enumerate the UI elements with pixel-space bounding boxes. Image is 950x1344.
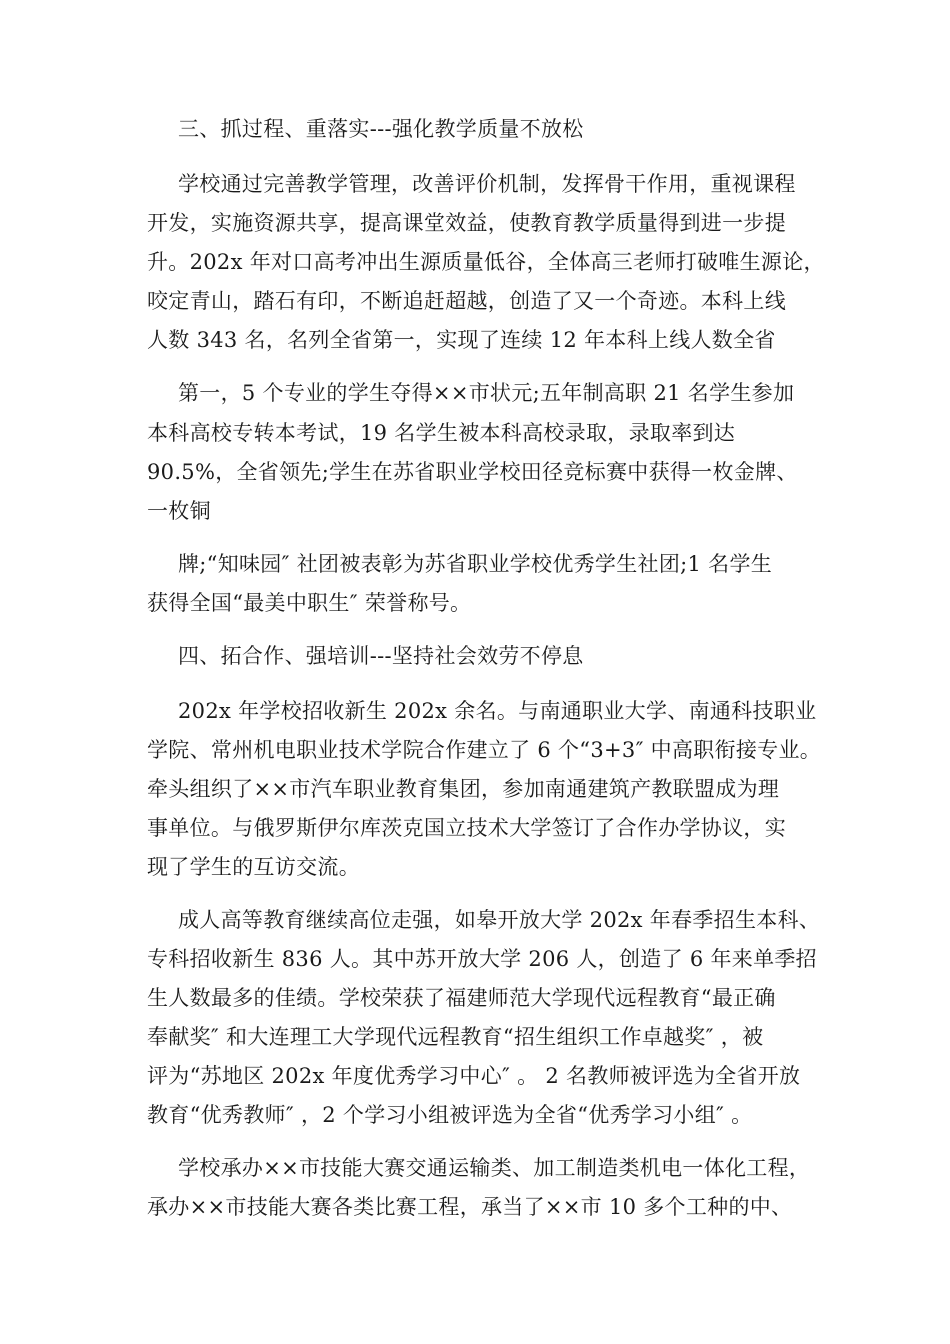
paragraph-line: 承办××市技能大赛各类比赛工程，承当了××市 10 多个工种的中、 <box>147 1195 793 1219</box>
paragraph-line: 奉献奖″ 和大连理工大学现代远程教育“招生组织工作卓越奖″ ，被 <box>147 1025 764 1049</box>
paragraph-line: 评为“苏地区 202x 年度优秀学习中心″ 。 2 名教师被评选为全省开放 <box>147 1064 801 1088</box>
paragraph-line: 事单位。与俄罗斯伊尔库茨克国立技术大学签订了合作办学协议，实 <box>147 816 786 840</box>
paragraph-line: 202x 年学校招收新生 202x 余名。与南通职业大学、南通科技职业 <box>178 699 817 723</box>
paragraph-line: 专科招收新生 836 人。其中苏开放大学 206 人，创造了 6 年来单季招 <box>147 947 817 971</box>
paragraph-line: 一枚铜 <box>147 499 211 523</box>
paragraph-line: 生人数最多的佳绩。学校荣获了福建师范大学现代远程教育“最正确 <box>147 986 776 1010</box>
paragraph-line: 获得全国“最美中职生″ 荣誉称号。 <box>147 591 472 615</box>
paragraph-line: 人数 343 名，名列全省第一，实现了连续 12 年本科上线人数全省 <box>147 328 776 352</box>
section-heading-3: 三、抓过程、重落实---强化教学质量不放松 <box>178 117 584 141</box>
paragraph-line: 90.5%，全省领先;学生在苏省职业学校田径竞标赛中获得一枚金牌、 <box>147 460 798 484</box>
section-heading-4: 四、拓合作、强培训---坚持社会效劳不停息 <box>178 644 584 668</box>
paragraph-line: 升。202x 年对口高考冲出生源质量低谷，全体高三老师打破唯生源论， <box>147 250 825 274</box>
paragraph-line: 学校承办××市技能大赛交通运输类、加工制造类机电一体化工程， <box>178 1156 811 1180</box>
paragraph-line: 教育“优秀教师″ ，2 个学习小组被评选为全省“优秀学习小组″ 。 <box>147 1103 753 1127</box>
paragraph-line: 现了学生的互访交流。 <box>147 855 360 879</box>
paragraph-line: 学校通过完善教学管理，改善评价机制，发挥骨干作用，重视课程 <box>178 172 796 196</box>
paragraph-line: 成人高等教育继续高位走强，如皋开放大学 202x 年春季招生本科、 <box>178 908 821 932</box>
paragraph-line: 第一，5 个专业的学生夺得××市状元;五年制高职 21 名学生参加 <box>178 381 795 405</box>
paragraph-line: 本科高校专转本考试，19 名学生被本科高校录取，录取率到达 <box>147 421 736 445</box>
paragraph-line: 咬定青山，踏石有印，不断追赶超越，创造了又一个奇迹。本科上线 <box>147 289 786 313</box>
paragraph-line: 牵头组织了××市汽车职业教育集团，参加南通建筑产教联盟成为理 <box>147 777 780 801</box>
paragraph-line: 学院、常州机电职业技术学院合作建立了 6 个“3+3″ 中高职衔接专业。 <box>147 738 822 762</box>
paragraph-line: 牌;“知味园″ 社团被表彰为苏省职业学校优秀学生社团;1 名学生 <box>178 552 773 576</box>
paragraph-line: 开发，实施资源共享，提高课堂效益，使教育教学质量得到进一步提 <box>147 211 786 235</box>
